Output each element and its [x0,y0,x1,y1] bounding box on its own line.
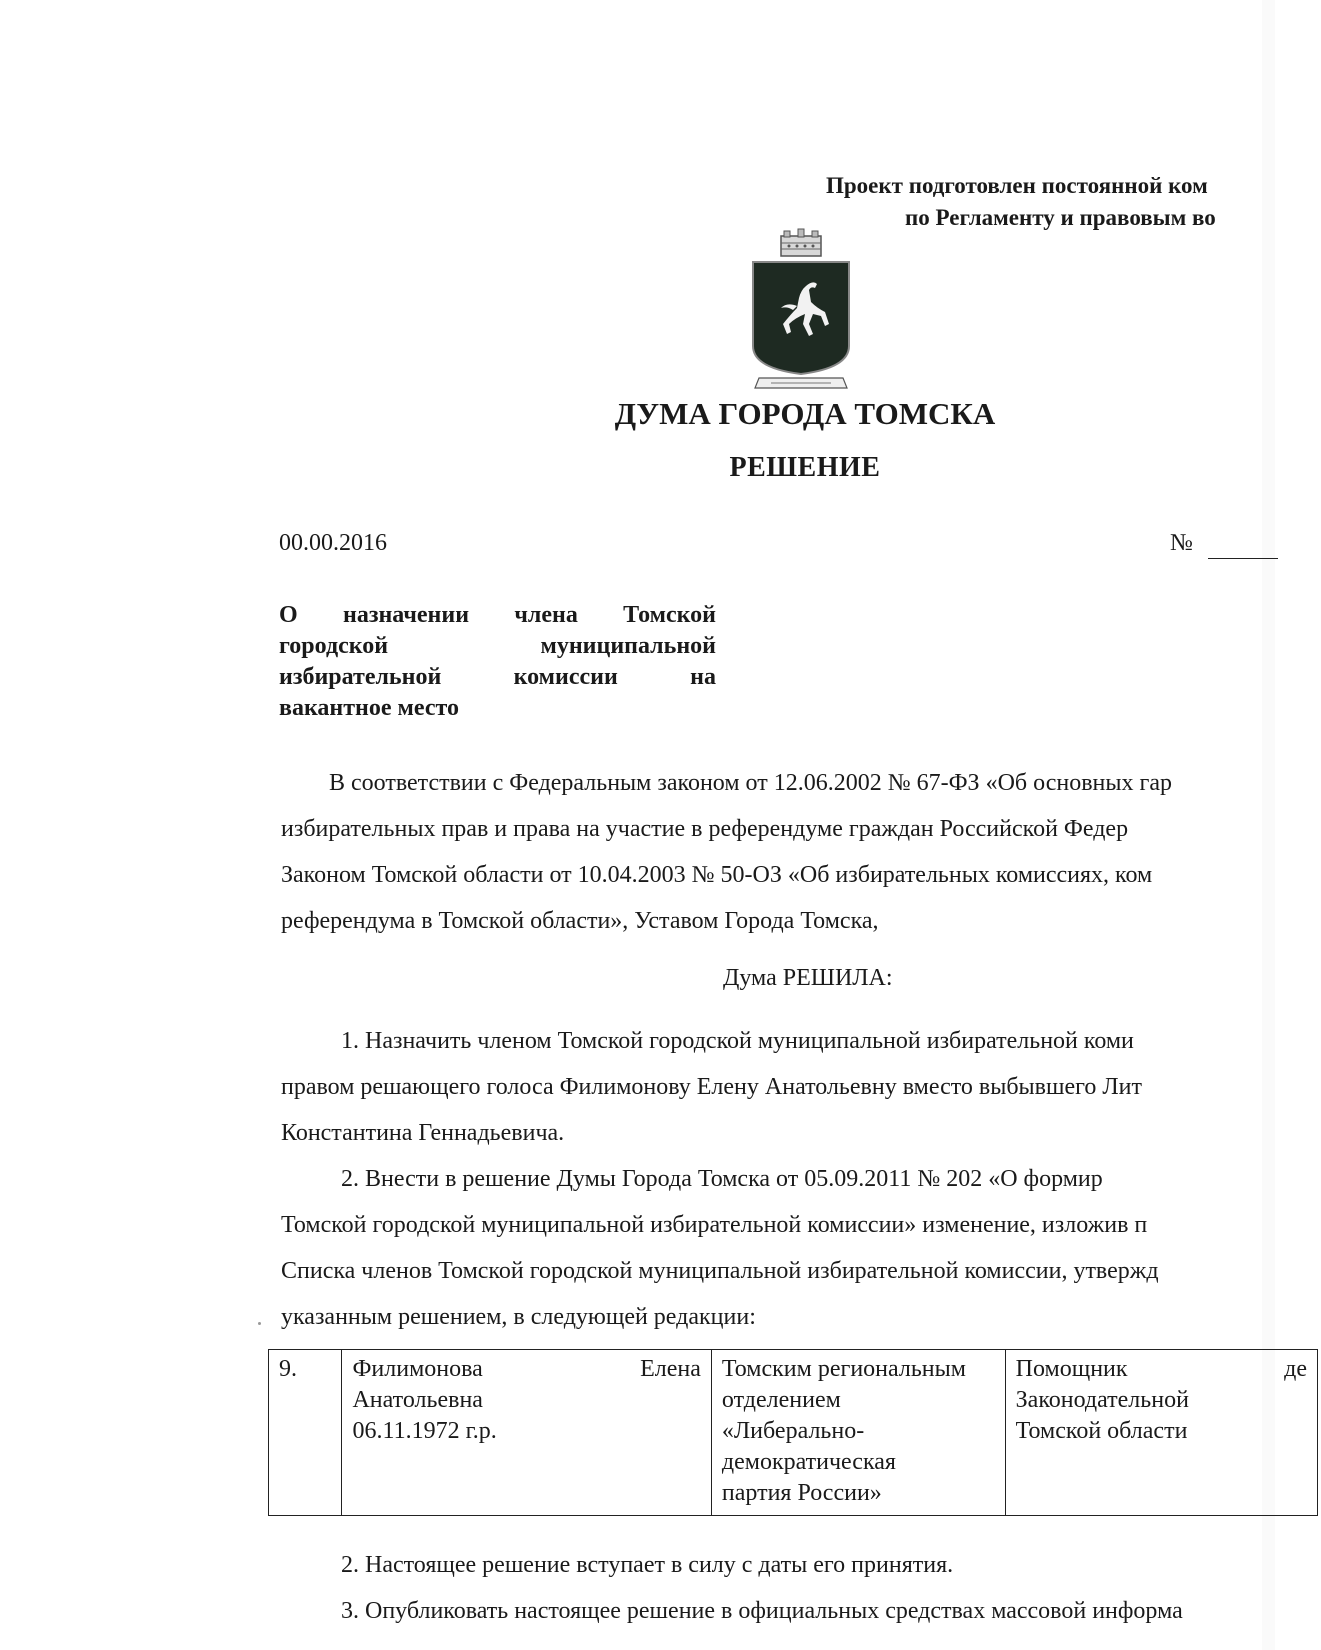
position-part: Помощник [1015,1356,1128,1382]
item-line: 1. Назначить членом Томской городской муниципальной избирательной коми [341,1028,1134,1054]
closing-item-2: 2. Настоящее решение вступает в силу с даты его принятия. [341,1552,954,1578]
document-number-blank [1208,558,1278,559]
item-line: 2. Внести в решение Думы Города Томска от 05.09.2011 № 202 «О формир [341,1166,1103,1192]
name-part: Филимонова [352,1356,483,1382]
decision-item-2 [281,1156,1321,1340]
resolution-heading: Дума РЕШИЛА: [723,965,893,991]
position-line: Томской области [1015,1418,1188,1444]
subject-line: О назначении члена Томской [279,602,716,628]
decision-item-1 [281,1018,1321,1156]
item-line: Списка членов Томской городской муниципальной избирательной комиссии, утвержд [281,1258,1159,1284]
prepared-by-line2: по Регламенту и правовым во [905,205,1216,230]
nominator-line: «Либерально- [721,1418,865,1444]
prepared-by-line1: Проект подготовлен постоянной ком [826,173,1208,198]
item-line: правом решающего голоса Филимонову Елену Анатольевну вместо выбывшего Лит [281,1074,1142,1100]
nominator-line: отделением [721,1387,841,1413]
name-part: Елена [640,1356,701,1382]
document-issuer-title: ДУМА ГОРОДА ТОМСКА [614,396,996,431]
position-cell [1005,1350,1317,1516]
subject-line: избирательной комиссии на [279,664,716,690]
document-subject [279,600,716,724]
nominator-line: Томским региональным [721,1356,966,1382]
item-line: указанным решением, в следующей редакции: [281,1304,756,1330]
preamble-line: референдума в Томской области», Уставом Города Томска, [281,908,879,934]
crown-icon [781,229,821,256]
preamble-line: Законом Томской области от 10.04.2003 № 50-ОЗ «Об избирательных комиссиях, ком [281,862,1153,888]
item-line: Константина Геннадьевича. [281,1120,565,1146]
birth-date: 06.11.1972 г.р. [352,1418,497,1444]
preamble-line: В соответствии с Федеральным законом от 12.06.2002 № 67-ФЗ «Об основных гар [329,770,1172,796]
subject-line: городской муниципальной [279,633,716,659]
nominator-cell [711,1350,1005,1516]
closing-item-3: 3. Опубликовать настоящее решение в официальных средствах массовой информа [341,1598,1183,1624]
member-list-table [268,1349,1318,1516]
preamble-paragraph [281,760,1321,944]
row-number-cell: 9. [269,1350,342,1516]
document-type-title: РЕШЕНИЕ [729,452,881,483]
table-row [269,1350,1318,1516]
position-part: де [1284,1356,1307,1382]
item-line: Томской городской муниципальной избирательной комиссии» изменение, изложив п [281,1212,1148,1238]
subject-line: вакантное место [279,695,459,721]
nominator-line: партия России» [721,1480,882,1506]
document-date: 00.00.2016 [279,530,387,556]
ribbon-icon [755,378,847,388]
preamble-line: избирательных прав и права на участие в референдуме граждан Российской Федер [281,816,1129,842]
tomsk-coat-of-arms-emblem [751,228,851,398]
nominator-line: демократическая [721,1449,896,1475]
member-name-cell [342,1350,711,1516]
scan-speck [258,1322,261,1325]
name-part: Анатольевна [352,1387,483,1413]
document-number-label: № [1170,530,1193,556]
position-line: Законодательной [1015,1387,1189,1413]
shield-icon [753,262,849,374]
